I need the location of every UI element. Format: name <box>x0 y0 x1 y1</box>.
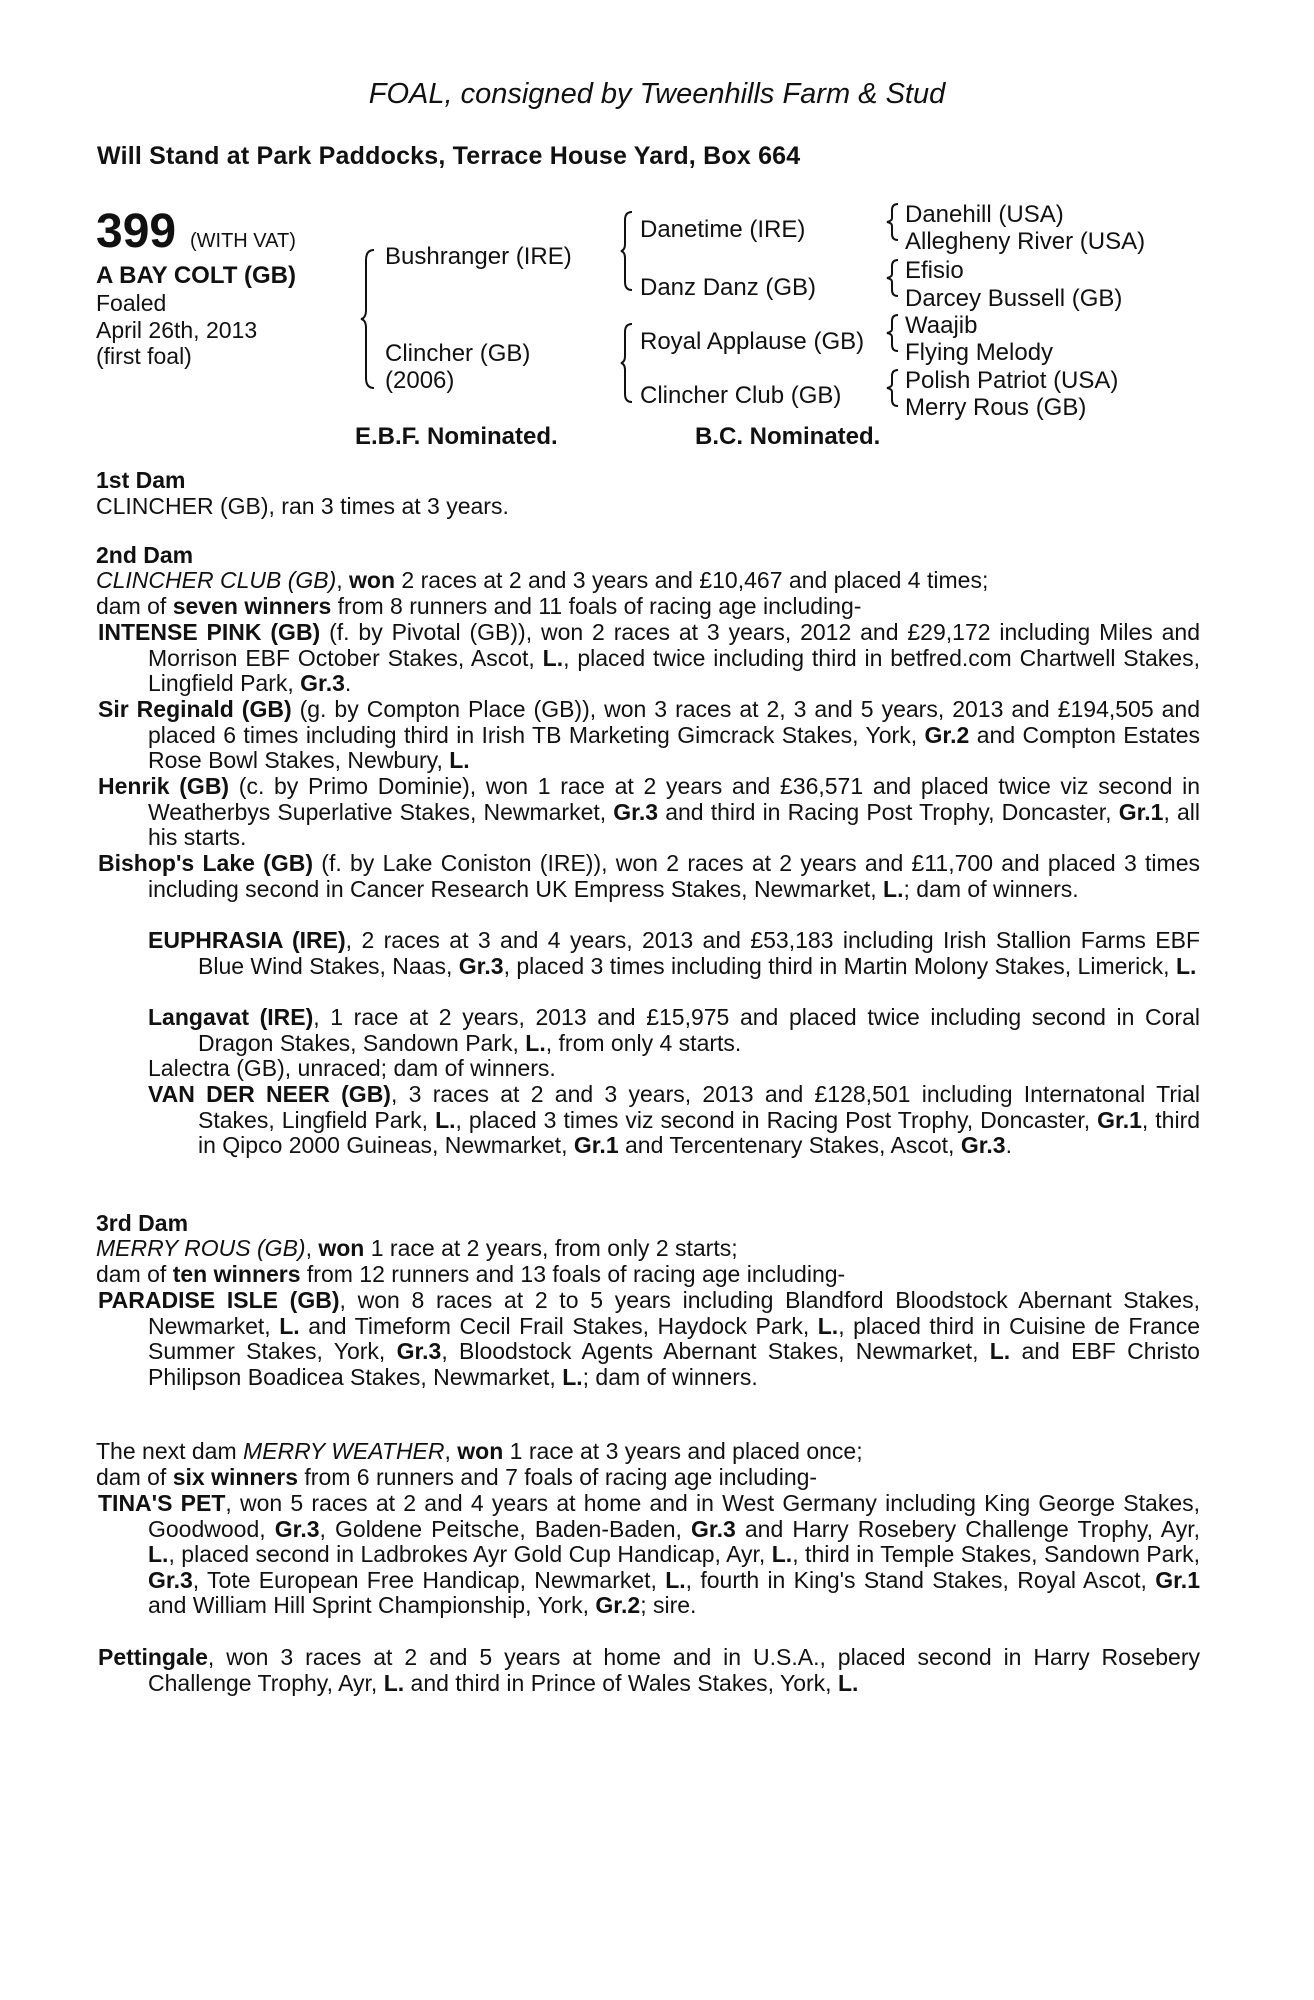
grandsire-3: Waajib <box>905 312 978 339</box>
progeny-pettingale: Pettingale, won 3 races at 2 and 5 years at home and in U.S.A., placed second in Harry Rosebery Challenge Trophy, Ayr, L. and third in Prince of Wales Stakes, York, L. <box>98 1644 1200 1696</box>
granddam-3: Flying Melody <box>905 339 1054 366</box>
second-dam-produce: dam of seven winners from 8 runners and 11 foals of racing age including- <box>96 593 862 619</box>
second-dam-record: CLINCHER CLUB (GB), won 2 races at 2 and 3 years and £10,467 and placed 4 times; <box>96 567 989 593</box>
bracket-g4 <box>886 368 900 408</box>
next-dam-record: The next dam MERRY WEATHER, won 1 race at 3 years and placed once; <box>96 1438 863 1464</box>
lot-number: 399 <box>96 205 177 258</box>
progeny-langavat: Langavat (IRE), 1 race at 2 years, 2013 and £15,975 and placed twice including second in Coral Dragon Stakes, Sandown Park, L., from only 4 starts. <box>148 1004 1200 1056</box>
consignor-title: FOAL, consigned by Tweenhills Farm & Stud <box>368 78 946 110</box>
progeny-lalectra: Lalectra (GB), unraced; dam of winners. <box>148 1055 556 1081</box>
sire-name: Bushranger (IRE) <box>385 243 572 270</box>
first-foal-note: (first foal) <box>96 343 192 369</box>
granddam-1: Allegheny River (USA) <box>905 228 1146 255</box>
grandsire-4: Polish Patriot (USA) <box>905 367 1119 394</box>
progeny-tinas-pet: TINA'S PET, won 5 races at 2 and 4 years at home and in West Germany including King George Stakes, Goodwood, Gr.3, Goldene Peitsche, Baden-Baden, Gr.3 and Harry Rosebery Challenge Trophy, Ayr, L., placed second in Ladbrokes Ayr Gold Cup Handicap, Ayr, L., third in Temple Stakes, Sandown Park, Gr.3, Tote European Free Handicap, Newmarket, L., fourth in King's Stand Stakes, Royal Ascot, Gr.1 and William Hill Sprint Championship, York, Gr.2; sire. <box>98 1490 1201 1619</box>
bc-nomination: B.C. Nominated. <box>695 423 881 450</box>
third-dam-produce: dam of ten winners from 12 runners and 13 foals of racing age including- <box>96 1261 846 1287</box>
foaled-label: Foaled <box>96 290 167 316</box>
dam-sire-name: Royal Applause (GB) <box>640 328 865 355</box>
bracket-g1 <box>886 202 900 242</box>
progeny-euphrasia: EUPHRASIA (IRE), 2 races at 3 and 4 years, 2013 and £53,183 including Irish Stallion Farms EBF Blue Wind Stakes, Naas, Gr.3, placed 3 times including third in Martin Molony Stakes, Limerick, L. <box>148 927 1200 979</box>
progeny-paradise-isle: PARADISE ISLE (GB), won 8 races at 2 to 5 years including Blandford Bloodstock Abernant Stakes, Newmarket, L. and Timeform Cecil Frail Stakes, Haydock Park, L., placed third in Cuisine de France Summer Stakes, York, Gr.3, Bloodstock Agents Abernant Stakes, Newmarket, L. and EBF Christo Philipson Boadicea Stakes, Newmarket, L.; dam of winners. <box>98 1287 1200 1390</box>
second-dam-heading: 2nd Dam <box>96 542 194 568</box>
dam-year: (2006) <box>385 367 455 394</box>
third-dam-record: MERRY ROUS (GB), won 1 race at 2 years, from only 2 starts; <box>96 1235 738 1261</box>
next-dam-produce: dam of six winners from 6 runners and 7 foals of racing age including- <box>96 1464 818 1490</box>
progeny-henrik: Henrik (GB) (c. by Primo Dominie), won 1 race at 2 years and £36,571 and placed twice viz second in Weatherbys Superlative Stakes, Newmarket, Gr.3 and third in Racing Post Trophy, Doncaster, Gr.1, all his starts. <box>98 773 1201 851</box>
sire-sire-name: Danetime (IRE) <box>640 216 806 243</box>
grandsire-1: Danehill (USA) <box>905 201 1064 228</box>
granddam-4: Merry Rous (GB) <box>905 394 1087 421</box>
bracket-sire-parents <box>620 210 634 292</box>
lot-name: A BAY COLT (GB) <box>96 262 297 289</box>
vat-note: (WITH VAT) <box>190 230 296 252</box>
progeny-sir-reginald: Sir Reginald (GB) (g. by Compton Place (GB)), won 3 races at 2, 3 and 5 years, 2013 and £194,505 and placed 6 times including third in Irish TB Marketing Gimcrack Stakes, York, Gr.2 and Compton Estates Rose Bowl Stakes, Newbury, L. <box>98 696 1201 774</box>
granddam-2: Darcey Bussell (GB) <box>905 285 1123 312</box>
bracket-dam-parents <box>620 322 634 404</box>
bracket-g2 <box>886 258 900 298</box>
bracket-g3 <box>886 313 900 353</box>
third-dam-heading: 3rd Dam <box>96 1210 189 1236</box>
first-dam-heading: 1st Dam <box>96 467 186 493</box>
progeny-intense-pink: INTENSE PINK (GB) (f. by Pivotal (GB)), won 2 races at 3 years, 2012 and £29,172 including Miles and Morrison EBF October Stakes, Ascot, L., placed twice including third in betfred.com Chartwell Stakes, Lingfield Park, Gr.3. <box>98 619 1201 697</box>
progeny-van-der-neer: VAN DER NEER (GB), 3 races at 2 and 3 years, 2013 and £128,501 including Internatonal Trial Stakes, Lingfield Park, L., placed 3 times viz second in Racing Post Trophy, Doncaster, Gr.1, third in Qipco 2000 Guineas, Newmarket, Gr.1 and Tercentenary Stakes, Ascot, Gr.3. <box>148 1081 1201 1159</box>
progeny-bishops-lake: Bishop's Lake (GB) (f. by Lake Coniston (IRE)), won 2 races at 2 years and £11,700 and placed 3 times including second in Cancer Research UK Empress Stakes, Newmarket, L.; dam of winners. <box>98 850 1200 902</box>
first-dam-text: CLINCHER (GB), ran 3 times at 3 years. <box>96 493 509 519</box>
ebf-nomination: E.B.F. Nominated. <box>355 423 558 450</box>
dam-name: Clincher (GB) <box>385 340 531 367</box>
grandsire-2: Efisio <box>905 257 964 284</box>
foaled-date: April 26th, 2013 <box>96 317 258 343</box>
dam-dam-name: Clincher Club (GB) <box>640 382 842 409</box>
stand-location: Will Stand at Park Paddocks, Terrace House Yard, Box 664 <box>97 142 801 170</box>
bracket-sire-dam <box>360 248 376 390</box>
sire-dam-name: Danz Danz (GB) <box>640 274 817 301</box>
